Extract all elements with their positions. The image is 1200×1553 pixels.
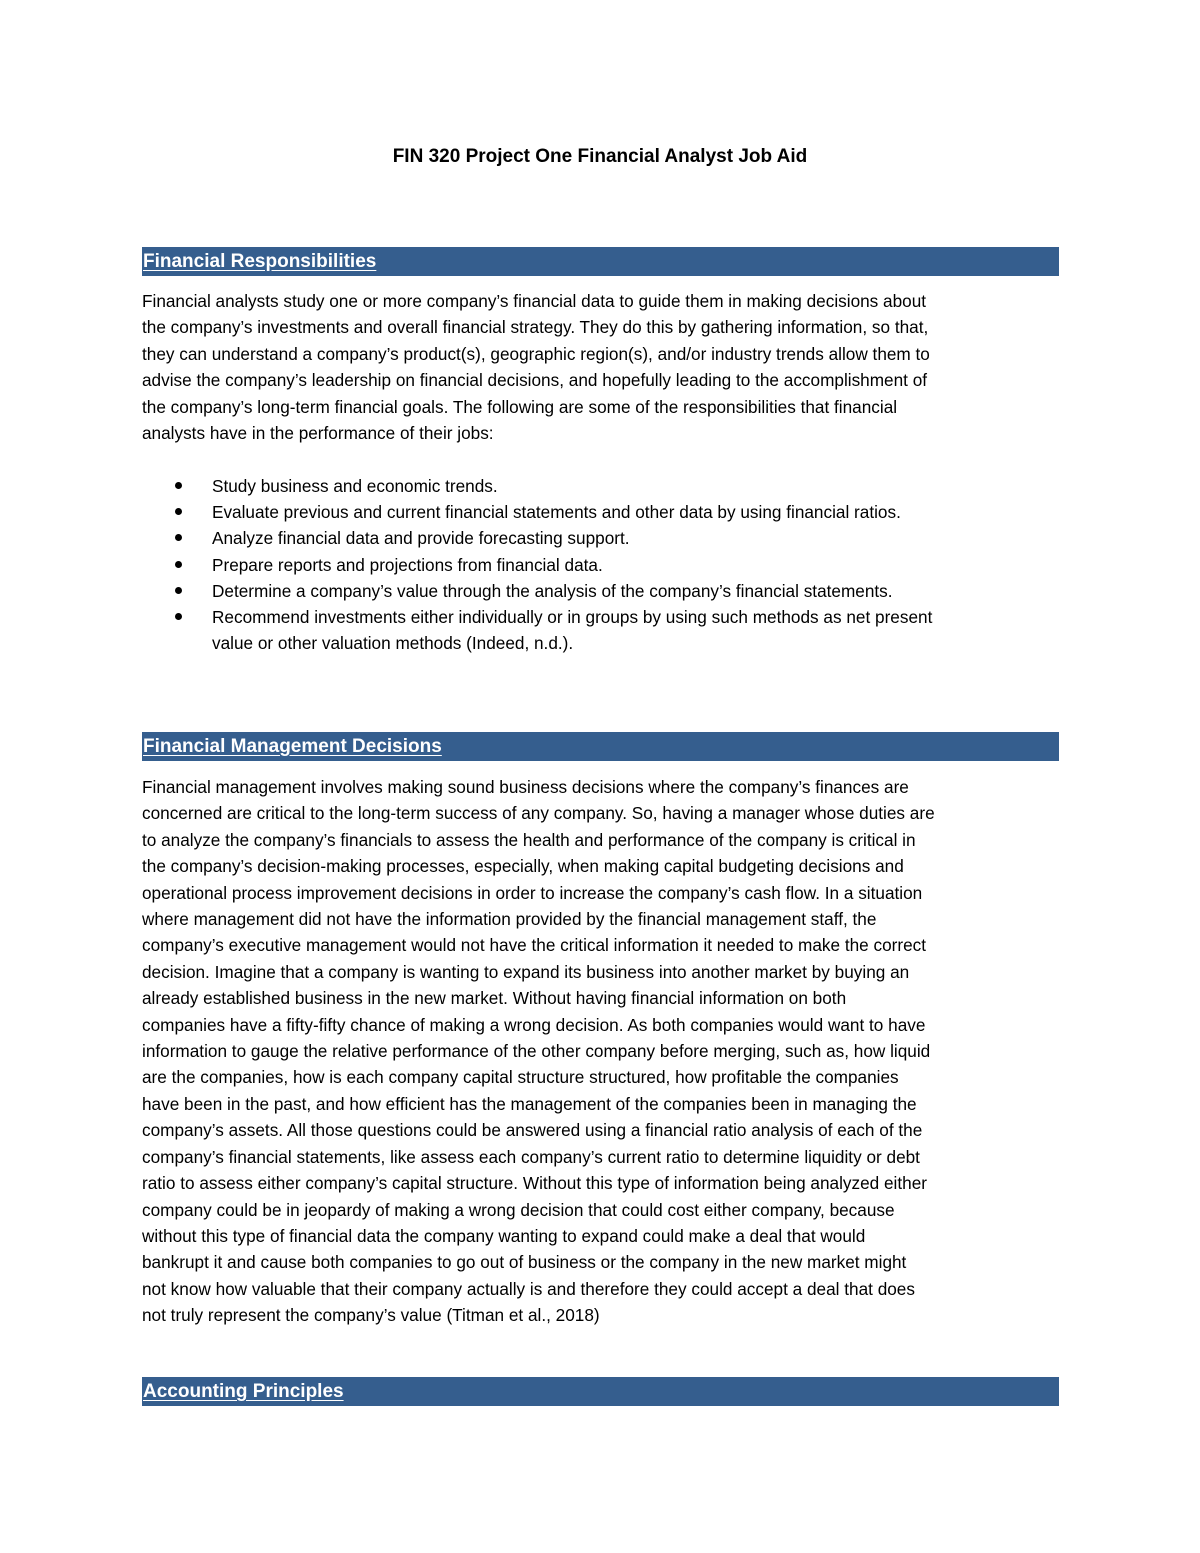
bullet-icon <box>175 561 182 568</box>
paragraph-line: have been in the past, and how efficient has the management of the companies been in managing the <box>142 1093 917 1114</box>
paragraph-line: company could be in jeopardy of making a wrong decision that could cost either company, because <box>142 1199 895 1220</box>
paragraph-line: not truly represent the company’s value (Titman et al., 2018) <box>142 1305 600 1326</box>
paragraph-line: information to gauge the relative performance of the other company before merging, such as, how liquid <box>142 1041 931 1062</box>
list-item-text: Analyze financial data and provide forecasting support. <box>212 528 630 549</box>
paragraph-line: concerned are critical to the long-term success of any company. So, having a manager whose duties are <box>142 803 935 824</box>
bullet-icon <box>175 534 182 541</box>
paragraph-line: bankrupt it and cause both companies to go out of business or the company in the new market might <box>142 1252 907 1273</box>
paragraph-line: are the companies, how is each company capital structure structured, how profitable the companies <box>142 1067 899 1088</box>
list-item-text-continued: value or other valuation methods (Indeed, n.d.). <box>212 633 574 654</box>
bullet-icon <box>175 482 182 489</box>
paragraph-line: the company’s long-term financial goals. The following are some of the responsibilities that financial <box>142 396 898 417</box>
list-item <box>142 604 1062 656</box>
paragraph-line: without this type of financial data the company wanting to expand could make a deal that would <box>142 1225 866 1246</box>
bullet-icon <box>175 587 182 594</box>
list-item-text: Evaluate previous and current financial statements and other data by using financial ratios. <box>212 502 901 523</box>
list-item <box>142 578 1062 604</box>
paragraph-line: where management did not have the information provided by the financial management staff, the <box>142 909 877 930</box>
financial-management-paragraph <box>142 774 1062 1329</box>
paragraph-line: to analyze the company’s financials to assess the health and performance of the company is critical in <box>142 829 916 850</box>
paragraph-line: company’s assets. All those questions could be answered using a financial ratio analysis of each of the <box>142 1120 923 1141</box>
paragraph-line: operational process improvement decisions in order to increase the company’s cash flow. In a situation <box>142 882 923 903</box>
paragraph-line: ratio to assess either company’s capital structure. Without this type of information being analyzed either <box>142 1173 927 1194</box>
list-item-text: Study business and economic trends. <box>212 476 498 496</box>
list-item-text: Prepare reports and projections from financial data. <box>212 554 603 575</box>
paragraph-line: not know how valuable that their company actually is and therefore they could accept a deal that does <box>142 1278 915 1299</box>
financial-responsibilities-paragraph <box>142 288 1062 446</box>
list-item <box>142 552 1062 578</box>
list-item-text: Determine a company’s value through the analysis of the company’s financial statements. <box>212 580 893 601</box>
list-item-text: Recommend investments either individually or in groups by using such methods as net present <box>212 607 933 628</box>
section-heading-financial-management-decisions: Financial Management Decisions <box>142 732 1059 761</box>
paragraph-line: advise the company’s leadership on financial decisions, and hopefully leading to the accomplishment of <box>142 370 928 391</box>
list-item <box>142 473 1062 499</box>
paragraph-line: analysts have in the performance of their jobs: <box>142 423 494 444</box>
paragraph-line: Financial management involves making sound business decisions where the company’s finances are <box>142 777 909 797</box>
paragraph-line: the company’s investments and overall financial strategy. They do this by gathering information, so that, <box>142 317 929 338</box>
paragraph-line: the company’s decision-making processes, especially, when making capital budgeting decisions and <box>142 856 904 877</box>
responsibilities-list <box>142 473 1062 656</box>
paragraph-line: company’s financial statements, like assess each company’s current ratio to determine liquidity or debt <box>142 1146 920 1167</box>
paragraph-line: already established business in the new market. Without having financial information on both <box>142 988 847 1009</box>
section-heading-financial-responsibilities: Financial Responsibilities <box>142 247 1059 276</box>
paragraph-line: they can understand a company’s product(s), geographic region(s), and/or industry trends allow them to <box>142 343 930 364</box>
bullet-icon <box>175 613 182 620</box>
document-title: FIN 320 Project One Financial Analyst Job Aid <box>392 146 808 167</box>
paragraph-line: decision. Imagine that a company is wanting to expand its business into another market by buying an <box>142 961 910 982</box>
section-heading-accounting-principles: Accounting Principles <box>142 1377 1059 1406</box>
list-item <box>142 499 1062 525</box>
list-item <box>142 525 1062 551</box>
paragraph-line: companies have a fifty-fifty chance of making a wrong decision. As both companies would want to have <box>142 1014 926 1035</box>
paragraph-line: company’s executive management would not have the critical information it needed to make the correct <box>142 935 927 956</box>
paragraph-line: Financial analysts study one or more company’s financial data to guide them in making decisions about <box>142 291 927 311</box>
bullet-icon <box>175 508 182 515</box>
